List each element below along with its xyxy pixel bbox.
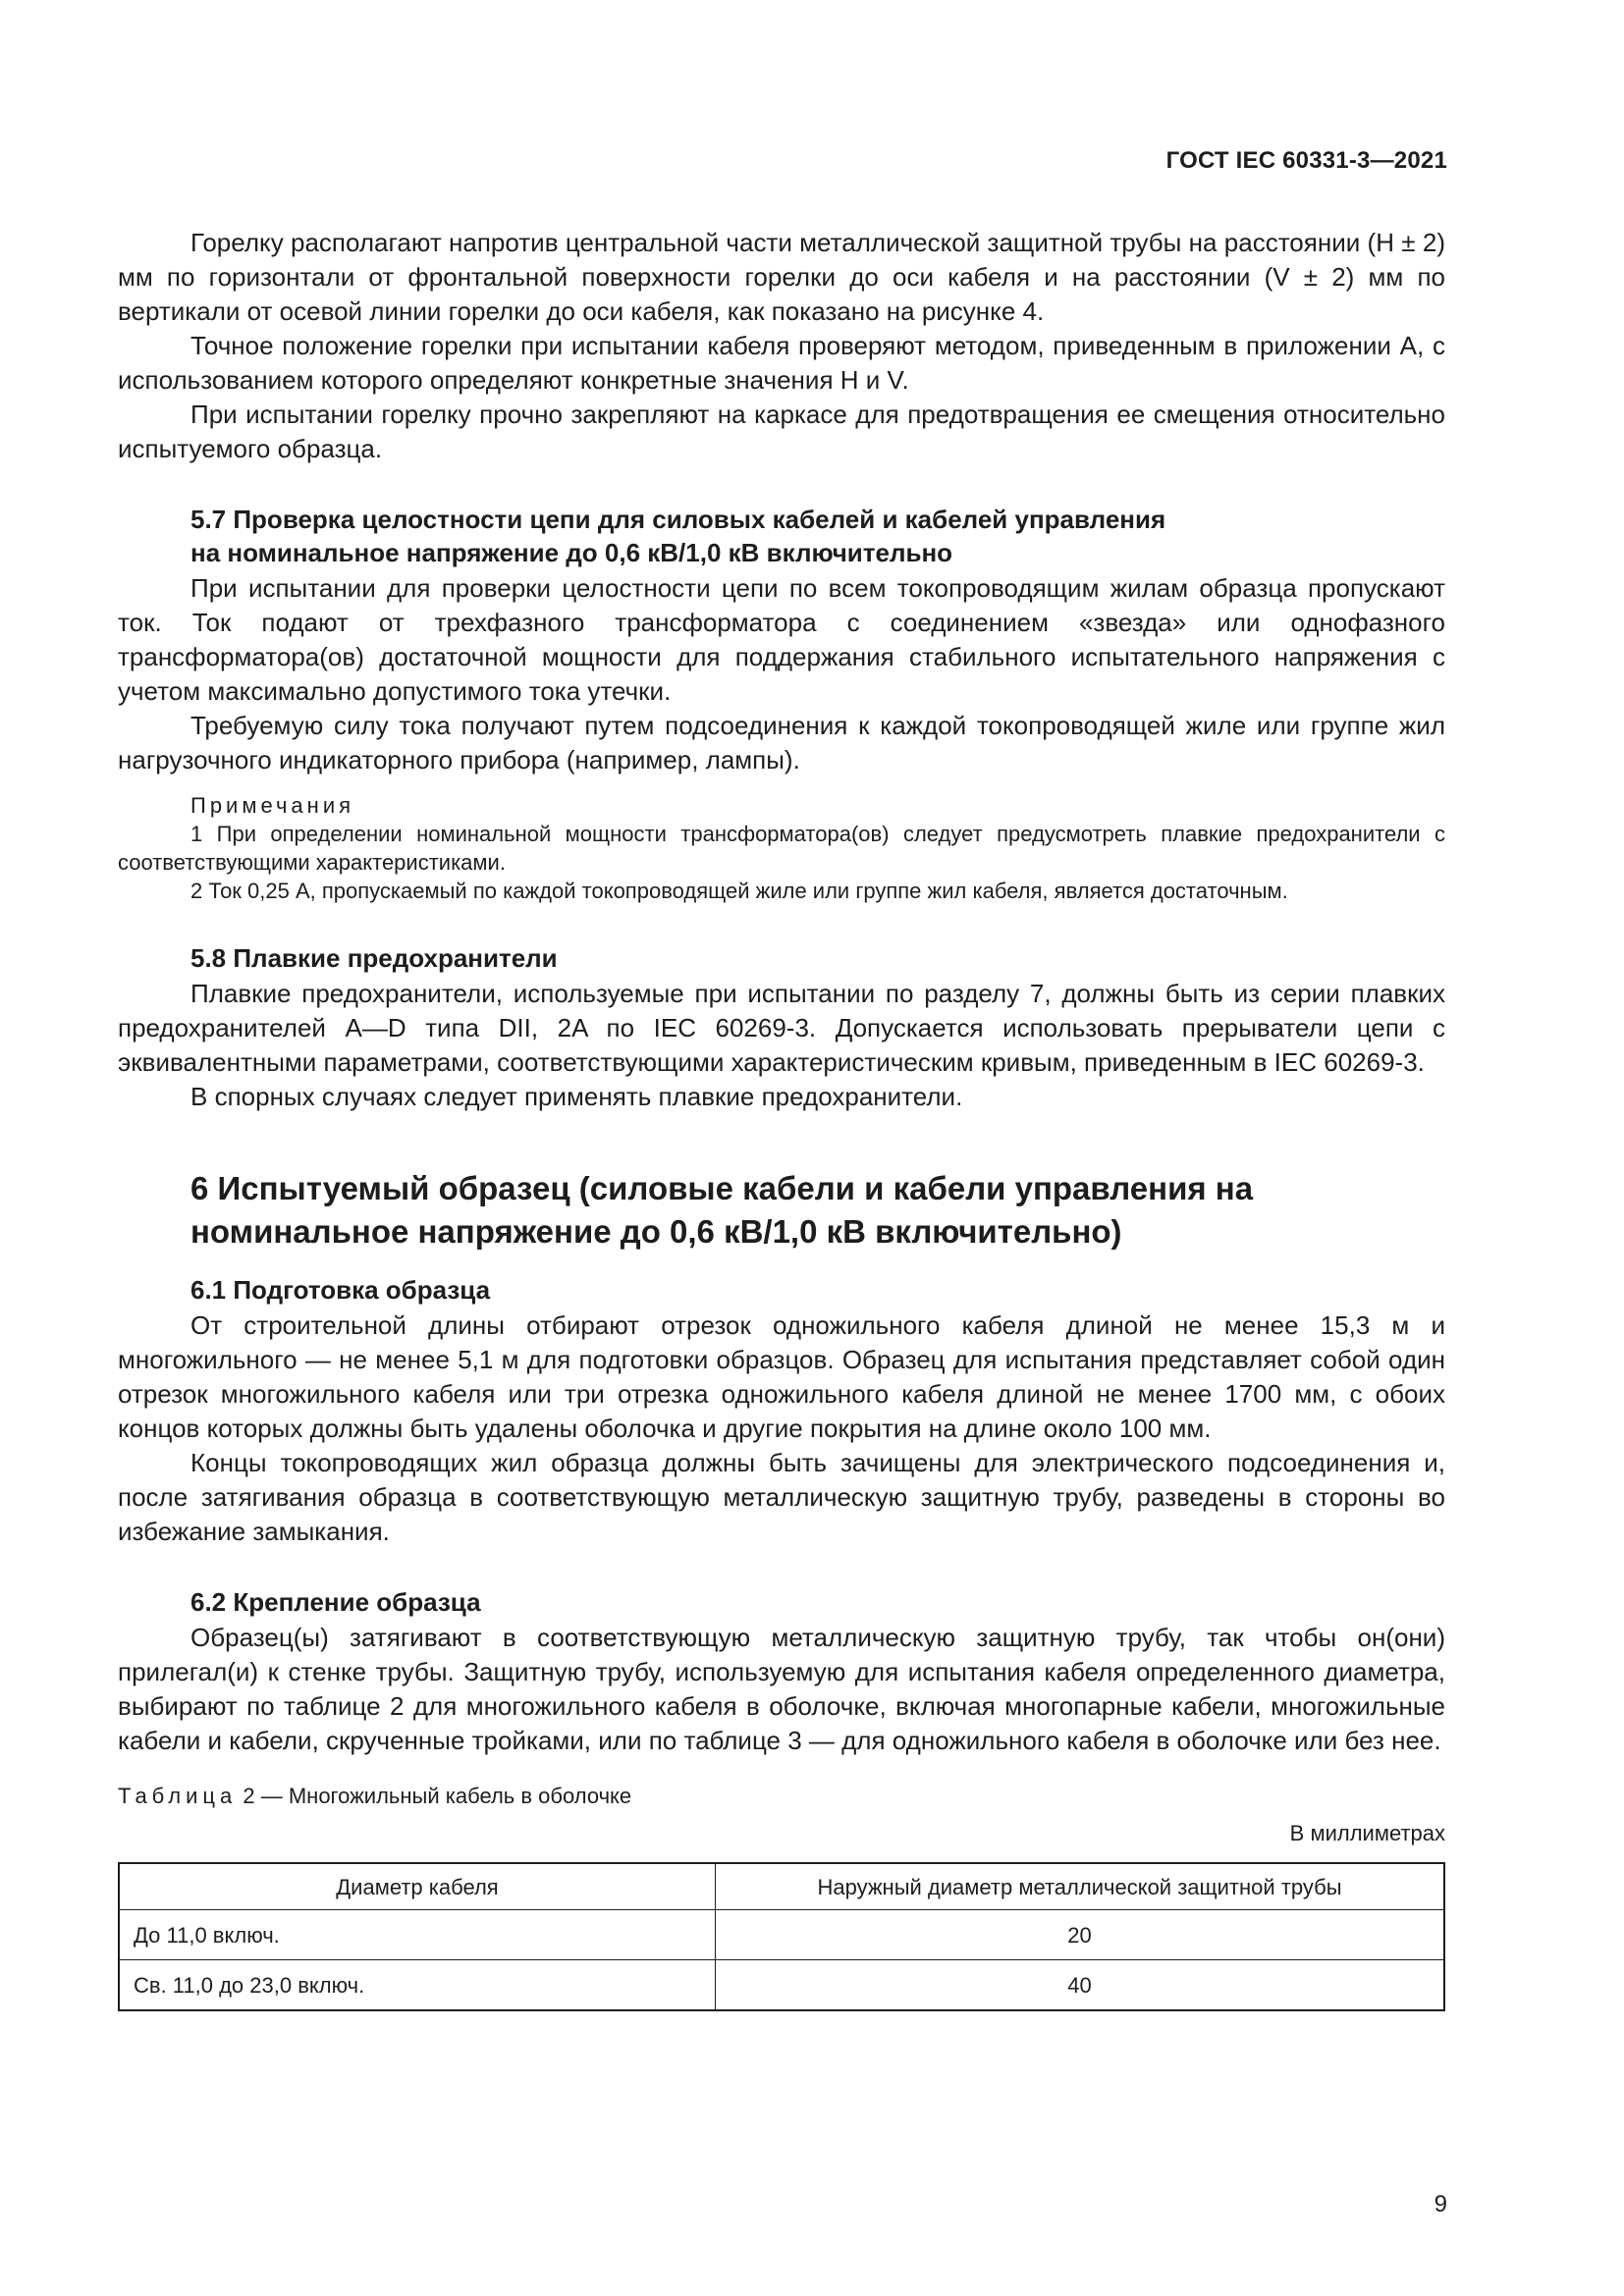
page-number: 9 (1434, 2191, 1447, 2217)
section-6-heading-line-1: 6 Испытуемый образец (силовые кабели и кабели управления на (190, 1170, 1254, 1206)
section-5-7-heading (118, 503, 1445, 569)
table-units: В миллиметрах (1289, 1821, 1445, 1845)
section-5-8-heading: 5.8 Плавкие предохранители (190, 943, 558, 973)
section-6-1-paragraph-2: Концы токопроводящих жил образца должны быть зачищены для электрического подсоединения и, после затягивания образца в соответствующую металлическую защитную трубу, разведены в стороны во избежание замыкания. (118, 1448, 1445, 1546)
section-5-8-paragraph-1: Плавкие предохранители, используемые при испытании по разделу 7, должны быть из серии плавких предохранителей A—D типа DII, 2A по IEC 60269-3. Допускается использовать прерыватели цепи с эквивалентными параметрами, соответствующими характеристическим кривым, приведенным в IEC 60269-3. (118, 979, 1445, 1077)
section-5-7-paragraph-2: Требуемую силу тока получают путем подсоединения к каждой токопроводящей жиле или группе жил нагрузочного индикаторного прибора (например, лампы). (118, 711, 1445, 774)
section-5-7-heading-line-2: на номинальное напряжение до 0,6 кВ/1,0 кВ включительно (190, 538, 953, 567)
table-row (119, 1960, 1444, 2011)
section-5-7-heading-line-1: 5.7 Проверка целостности цепи для силовых кабелей и кабелей управления (190, 505, 1166, 534)
table-row (119, 1910, 1444, 1960)
table-cell-cable-diameter: До 11,0 включ. (119, 1910, 716, 1960)
table-header-cable-diameter: Диаметр кабеля (119, 1863, 716, 1910)
section-5-8-paragraph-2: В спорных случаях следует применять плавкие предохранители. (190, 1082, 963, 1111)
table-2 (118, 1862, 1445, 2011)
table-cell-pipe-diameter: 20 (716, 1910, 1445, 1960)
page-content (118, 226, 1445, 2011)
intro-paragraph-3: При испытании горелку прочно закрепляют на каркасе для предотвращения ее смещения относительно испытуемого образца. (118, 400, 1445, 463)
table-caption-label: Таблица (118, 1784, 238, 1808)
intro-paragraph-2: Точное положение горелки при испытании кабеля проверяют методом, приведенным в приложении А, с использованием которого определяют конкретные значения H и V. (118, 331, 1445, 395)
section-6-heading-line-2: номинальное напряжение до 0,6 кВ/1,0 кВ включительно) (190, 1213, 1122, 1250)
section-5-7-paragraph-1: При испытании для проверки целостности цепи по всем токопроводящим жилам образца пропускают ток. Ток подают от трехфазного трансформатора с соединением «звезда» или однофазного трансформатора(ов) достаточной мощности для поддержания стабильного испытательного напряжения с учетом максимально допустимого тока утечки. (118, 573, 1445, 706)
note-1: 1 При определении номинальной мощности трансформатора(ов) следует предусмотреть плавкие предохранители с соответствующими характеристиками. (118, 822, 1445, 875)
notes-block (118, 820, 1445, 905)
note-2: 2 Ток 0,25 А, пропускаемый по каждой токопроводящей жиле или группе жил кабеля, является достаточным. (190, 879, 1288, 903)
table-cell-cable-diameter: Св. 11,0 до 23,0 включ. (119, 1960, 716, 2011)
section-6-1-paragraph-1: От строительной длины отбирают отрезок одножильного кабеля длиной не менее 15,3 м и многожильного — не менее 5,1 м для подготовки образцов. Образец для испытания представляет собой один отрезок многожильного кабеля или три отрезка одножильного кабеля длиной не менее 1700 мм, с обоих концов которых должны быть удалены оболочка и другие покрытия на длине около 100 мм. (118, 1310, 1445, 1443)
table-caption-text: 2 — Многожильный кабель в оболочке (243, 1784, 632, 1808)
notes-title: Примечания (190, 793, 355, 818)
section-6-heading (118, 1167, 1445, 1254)
table-header-pipe-diameter: Наружный диаметр металлической защитной трубы (716, 1863, 1445, 1910)
table-2-caption (118, 1782, 1445, 1811)
table-cell-pipe-diameter: 40 (716, 1960, 1445, 2011)
section-6-2-heading: 6.2 Крепление образца (190, 1587, 481, 1617)
section-6-2-paragraph-1: Образец(ы) затягивают в соответствующую металлическую защитную трубу, так чтобы он(они) прилегал(и) к стенке трубы. Защитную трубу, используемую для испытания кабеля определенного диаметра, выбирают по таблице 2 для многожильного кабеля в оболочке, включая многопарные кабели, многожильные кабели и кабели, скрученные тройками, или по таблице 3 — для одножильного кабеля в оболочке или без нее. (118, 1623, 1445, 1755)
table-header-row (119, 1863, 1444, 1910)
section-6-1-heading: 6.1 Подготовка образца (190, 1275, 491, 1305)
document-code-header: ГОСТ IEC 60331-3—2021 (1165, 147, 1447, 174)
intro-paragraph-1: Горелку располагают напротив центральной части металлической защитной трубы на расстоянии (H ± 2) мм по горизонтали от фронтальной поверхности горелки до оси кабеля и на расстоянии (V ± 2) мм по вертикали от осевой линии горелки до оси кабеля, как показано на рисунке 4. (118, 228, 1445, 326)
